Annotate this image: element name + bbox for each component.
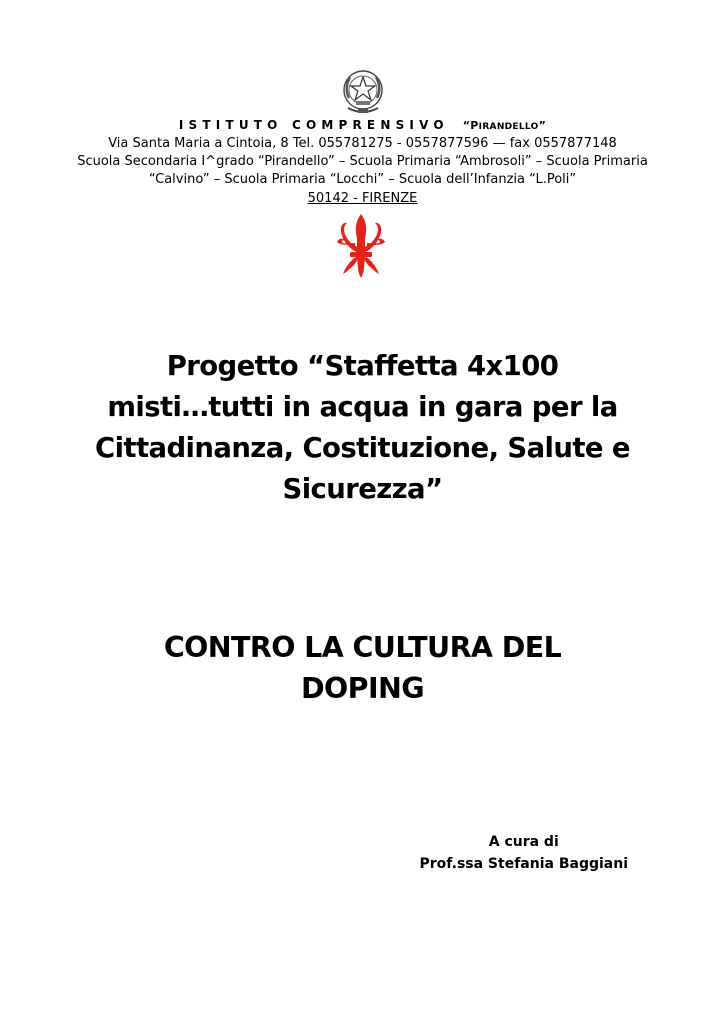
institute-heading bbox=[0, 118, 725, 134]
address-line-2: Scuola Secondaria I^grado “Pirandello” – Scuola Primaria “Ambrosoli” – Scuola Primaria bbox=[77, 154, 648, 169]
address-line-3: “Calvino” – Scuola Primaria “Locchi” – Scuola dell’Infanzia “L.Poli” bbox=[148, 172, 577, 187]
curator-block bbox=[420, 831, 628, 875]
document-title bbox=[60, 346, 665, 510]
curator-name: Prof.ssa Stefania Baggiani bbox=[419, 856, 628, 872]
title-line: Cittadinanza, Costituzione, Salute e bbox=[95, 432, 630, 464]
institute-name: “PIRANDELLO” bbox=[462, 119, 547, 132]
subtitle-line: DOPING bbox=[300, 672, 425, 705]
title-line: misti…tutti in acqua in gara per la bbox=[107, 391, 618, 423]
address-line-1: Via Santa Maria a Cintoia, 8 Tel. 055781275 - 0557877596 — fax 0557877148 bbox=[108, 136, 617, 151]
title-line: Sicurezza” bbox=[282, 473, 443, 505]
curator-label: A cura di bbox=[488, 834, 559, 850]
institute-label: ISTITUTO COMPRENSIVO bbox=[178, 118, 449, 132]
city-line: 50142 - FIRENZE bbox=[307, 191, 418, 206]
italian-republic-emblem-icon bbox=[340, 68, 386, 116]
subtitle-line: CONTRO LA CULTURA DEL bbox=[163, 631, 562, 664]
title-line: Progetto “Staffetta 4x100 bbox=[166, 350, 559, 382]
florence-giglio-icon bbox=[333, 212, 389, 280]
document-subtitle bbox=[60, 627, 665, 709]
